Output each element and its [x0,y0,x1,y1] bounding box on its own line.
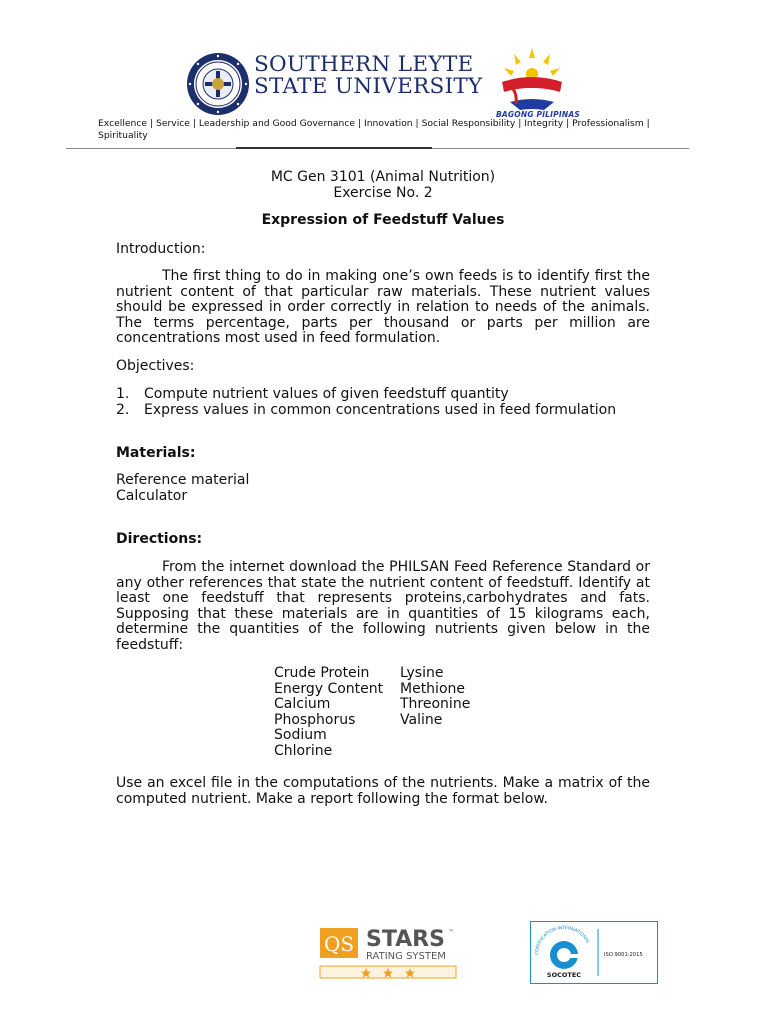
introduction-paragraph [116,269,650,347]
closing-paragraph: Use an excel file in the computations of the nutrients. Make a matrix of the computed nutrient. Make a report following the format below. [116,775,650,807]
socotec-arc-text: CERTIFICATION INTERNATIONAL [534,925,591,956]
nutrient-item: Threonine [400,696,471,712]
objective-item [116,403,616,419]
directions-text: From the internet download the PHILSAN Feed Reference Standard or any other references that state the nutrient content of feedstuff. Identify at least one feedstuff that represents proteins,carbohydrates and fats. Supposing that these materials are in quantities of 15 kilograms each, determine the quantities of the following nutrients given below in the feedstuff: [116,559,650,653]
introduction-heading: Introduction: [116,241,206,257]
objective-text: Compute nutrient values of given feedstuff quantity [144,386,509,402]
nutrient-item: Calcium [274,696,331,712]
nutrient-item: Methione [400,681,465,697]
objective-number: 2. [116,402,130,418]
nutrient-item: Crude Protein [274,665,370,681]
nutrient-item: Sodium [274,727,327,743]
qs-rating-text: RATING SYSTEM [366,951,446,962]
university-seal-logo [186,52,250,116]
university-name-line1: SOUTHERN LEYTE [254,52,474,77]
qs-mark-text: QS [323,932,355,956]
objective-item [116,387,509,403]
socotec-name-text: SOCOTEC [546,971,582,979]
nutrient-item: Phosphorus [274,712,356,728]
header-divider-accent [236,147,432,149]
nutrient-item: Energy Content [274,681,384,697]
core-values-line: Excellence | Service | Leadership and Good Governance | Innovation | Social Responsibility | Integrity | Professionalism | Spirituality [98,118,650,141]
exercise-number: Exercise No. 2 [333,185,433,201]
course-code: MC Gen 3101 (Animal Nutrition) [270,169,496,185]
nutrient-item: Chlorine [274,743,333,759]
qs-stars-text: STARS [366,927,445,952]
university-name-line2: STATE UNIVERSITY [254,74,483,99]
objective-number: 1. [116,386,130,402]
objective-text: Express values in common concentrations used in feed formulation [144,402,617,418]
qs-stars-logo [316,924,458,980]
socotec-iso-logo [530,921,658,984]
objectives-heading: Objectives: [116,358,195,374]
directions-heading: Directions: [116,531,203,547]
bagong-pilipinas-text: BAGONG PILIPINAS [496,110,580,119]
page-title: Expression of Feedstuff Values [261,212,505,228]
socotec-iso-text: ISO 9001:2015 [604,952,643,958]
materials-heading: Materials: [116,445,196,461]
nutrient-item: Lysine [400,665,444,681]
nutrient-item: Valine [400,712,443,728]
material-item: Reference material [116,472,250,488]
university-name [254,54,483,98]
directions-paragraph [116,560,650,653]
introduction-text: The first thing to do in making one’s own feeds is to identify first the nutrient content of that particular raw materials. These nutrient values should be expressed in order correctly in relation to needs of the animals. The terms percentage, parts per thousand or parts per million are concentrations most used in feed formulation. [116,268,650,346]
material-item: Calculator [116,488,188,504]
qs-trademark-text: ™ [448,929,454,936]
bagong-pilipinas-logo [494,46,570,120]
